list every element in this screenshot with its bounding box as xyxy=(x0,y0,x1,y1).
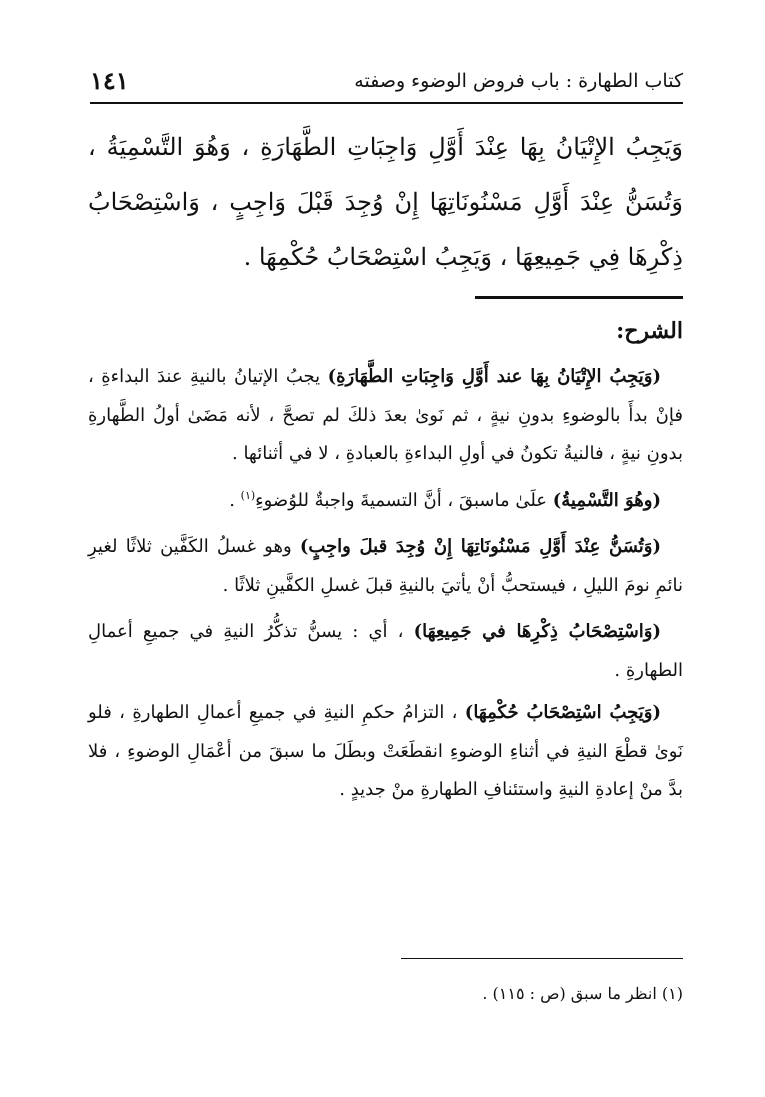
sharh-paragraph-5 xyxy=(88,694,683,810)
running-header xyxy=(90,62,683,104)
sharh-paragraph-3 xyxy=(88,528,683,605)
matn-quote: (وَاسْتِصْحَابُ ذِكْرِهَا في جَمِيعِهَا) xyxy=(413,621,661,642)
matn-paragraph: وَيَجِبُ الإِتْيَانُ بِهَا عِنْدَ أَوَّلِ وَاجِبَاتِ الطَّهَارَةِ ، وَهُوَ التَّسْمِيَةُ ، وَتُسَنُّ عِنْدَ أَوَّلِ مَسْنُونَاتِهَا إِنْ وُجِدَ قَبْلَ وَاجِبٍ ، وَاسْتِصْحَابُ ذِكْرِهَا فِي جَمِيعِهَا ، وَيَجِبُ اسْتِصْحَابُ حُكْمِهَا . xyxy=(88,133,683,271)
section-separator xyxy=(475,296,683,299)
footnote: (١) انظر ما سبق (ص : ١١٥) . xyxy=(482,984,683,1003)
matn-quote: (وَتُسَنُّ عِنْدَ أَوَّلِ مَسْنُونَاتِهَا إِنْ وُجِدَ قبلَ واجِبٍ) xyxy=(299,536,661,557)
commentary-text: ، أي : يسنُّ تذكُّرُ النيةِ في جميعِ أعمالِ الطهارةِ . xyxy=(88,621,683,681)
header-title: كتاب الطهارة : باب فروض الوضوء وصفته xyxy=(354,70,683,92)
commentary-text: ، التزامُ حكمِ النيةِ في جميعِ أعمالِ الطهارةِ ، فلو نَوىٰ قطْعَ النيةِ في أثناءِ الوضوءِ انقطَعَتْ وبطَلَ ما سبقَ من أعْمَالِ الوضوءِ ، فلا بدَّ منْ إعادةِ النيةِ واستئنافِ الطهارةِ منْ جديدٍ . xyxy=(88,702,683,800)
footnote-rule xyxy=(401,958,683,959)
sharh-heading: الشرح: xyxy=(616,318,683,344)
matn-text-block xyxy=(88,120,683,285)
matn-quote: (وهُوَ التَّسْمِيةُ) xyxy=(552,489,661,511)
sharh-paragraph-2 xyxy=(88,482,683,521)
matn-quote: (وَيَجِبُ اسْتِصْحَابُ حُكْمِهَا) xyxy=(464,702,661,723)
commentary-text: يجبُ الإتيانُ بالنيةِ عندَ البداءةِ ، فإنْ بدأَ بالوضوءِ بدونِ نيةٍ ، ثم نَوىٰ بعدَ ذلكَ لم تصحَّ ، لأنه مَضَىٰ أولُ الطَّهارةِ بدونِ نيةٍ ، فالنيةُ تكونُ في أولِ البداءةِ بالعبادةِ ، لا في أثنائها . xyxy=(88,366,683,464)
commentary-text: وهو غسلُ الكَفَّين ثلاثًا لغيرِ نائمِ نومَ الليلِ ، فيستحبُّ أنْ يأتيَ بالنيةِ قبلَ غسلِ الكفَّينِ ثلاثًا . xyxy=(88,536,683,596)
page-number: ١٤١ xyxy=(90,66,129,95)
sharh-text-block xyxy=(88,358,683,818)
commentary-tail: . xyxy=(229,489,241,511)
commentary-text: علَىٰ ماسبقَ ، أنَّ التسميةَ واجبةٌ للوُضوءِ xyxy=(255,489,553,511)
matn-quote: (وَيَجِبُ الإِتْيَانُ بِهَا عند أَوَّلِ وَاجِبَاتِ الطَّهَارَةِ) xyxy=(327,366,662,387)
sharh-paragraph-1 xyxy=(88,358,683,474)
footnote-reference[interactable]: (١) xyxy=(240,488,256,502)
sharh-paragraph-4 xyxy=(88,613,683,690)
